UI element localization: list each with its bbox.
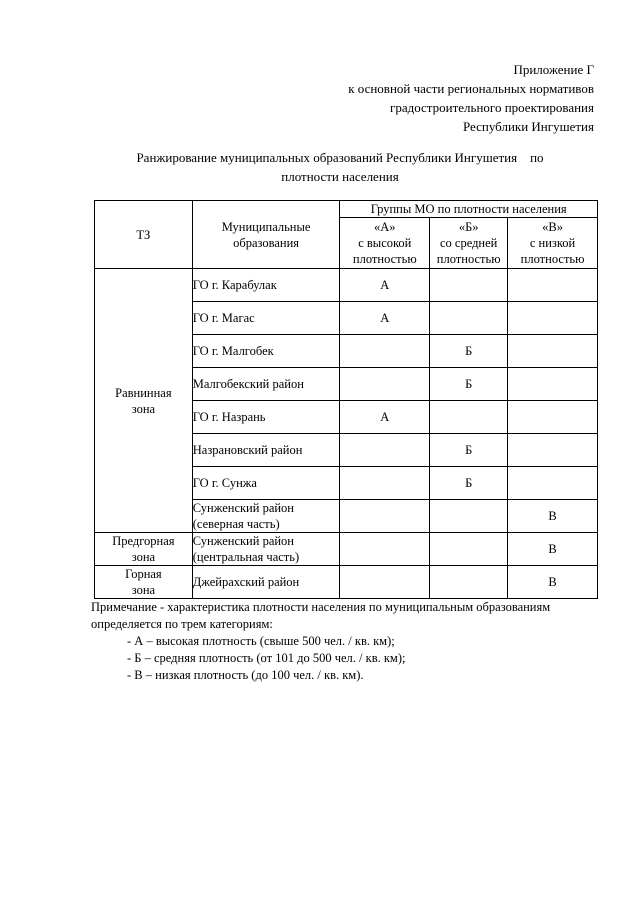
header-v-desc: плотностью [520,252,585,266]
cell-a [340,500,430,533]
title-line: плотности населения [281,169,399,184]
mo-name: Малгобекский район [192,368,340,401]
cell-a [340,368,430,401]
mo-name [192,533,340,566]
mo-name-line: (центральная часть) [192,550,300,564]
appendix-header [348,60,594,136]
header-groups: Группы МО по плотности населения [340,201,598,218]
header-a-desc: плотностью [352,252,417,266]
cell-v: В [508,500,598,533]
cell-b: Б [430,467,508,500]
cell-a: А [340,401,430,434]
zone-plain [95,269,193,533]
header-a-label: «А» [374,220,396,234]
zone-label: зона [131,550,156,564]
cell-v [508,302,598,335]
header-a-desc: с высокой [358,236,412,250]
cell-a: А [340,269,430,302]
mo-name-line: (северная часть) [192,517,280,531]
appendix-line: Приложение Г [513,62,594,77]
mo-name: Назрановский район [192,434,340,467]
header-mo [192,201,340,269]
zone-mountain [95,566,193,599]
table-row [95,533,598,566]
cell-v: В [508,533,598,566]
header-group-v [508,218,598,269]
header-group-b [430,218,508,269]
cell-v [508,467,598,500]
footnote-item: - А – высокая плотность (свыше 500 чел. / кв. км); [127,634,395,648]
mo-name: ГО г. Магас [192,302,340,335]
appendix-line: Республики Ингушетия [462,119,594,134]
header-v-desc: с низкой [529,236,576,250]
mo-name: ГО г. Малгобек [192,335,340,368]
cell-b: Б [430,335,508,368]
cell-a [340,533,430,566]
zone-label: Предгорная [112,534,175,548]
footnote-item: - Б – средняя плотность (от 101 до 500 чел. / кв. км); [127,651,406,665]
footnote [91,599,601,684]
cell-v [508,335,598,368]
title-line: Ранжирование муниципальных образований Республики Ингушетия по [136,150,544,165]
table-row [95,269,598,302]
mo-name-line: Сунженский район [192,501,294,515]
cell-b [430,302,508,335]
mo-name-line: Сунженский район [192,534,294,548]
ranking-table [94,200,598,599]
cell-v [508,269,598,302]
cell-v: В [508,566,598,599]
cell-v [508,368,598,401]
cell-b: Б [430,434,508,467]
header-v-label: «В» [542,220,563,234]
appendix-line: к основной части региональных нормативов [348,81,594,96]
mo-name [192,500,340,533]
mo-name: ГО г. Назрань [192,401,340,434]
cell-a: А [340,302,430,335]
cell-b [430,269,508,302]
appendix-line: градостроительного проектирования [390,100,594,115]
cell-a [340,434,430,467]
cell-b [430,566,508,599]
header-mo-line: Муниципальные [221,219,311,234]
zone-label: Равнинная [115,385,172,400]
mo-name: ГО г. Сунжа [192,467,340,500]
header-b-label: «Б» [458,220,479,234]
cell-b [430,500,508,533]
cell-b [430,533,508,566]
footnote-line: Примечание - характеристика плотности населения по муниципальным образованиям [91,600,551,614]
footnote-line: определяется по трем категориям: [91,617,273,631]
mo-name: Джейрахский район [192,566,340,599]
footnote-item: - В – низкая плотность (до 100 чел. / кв. км). [127,668,364,682]
cell-v [508,401,598,434]
header-b-desc: плотностью [436,252,501,266]
page-title [90,148,590,186]
table-row [95,566,598,599]
header-mo-line: образования [233,235,300,250]
header-group-a [340,218,430,269]
cell-a [340,335,430,368]
cell-a [340,566,430,599]
cell-b [430,401,508,434]
zone-label: зона [131,401,156,416]
header-tz: ТЗ [95,201,193,269]
header-b-desc: со средней [439,236,498,250]
zone-label: зона [131,583,156,597]
cell-v [508,434,598,467]
mo-name: ГО г. Карабулак [192,269,340,302]
cell-b: Б [430,368,508,401]
zone-foothill [95,533,193,566]
cell-a [340,467,430,500]
zone-label: Горная [125,567,162,581]
